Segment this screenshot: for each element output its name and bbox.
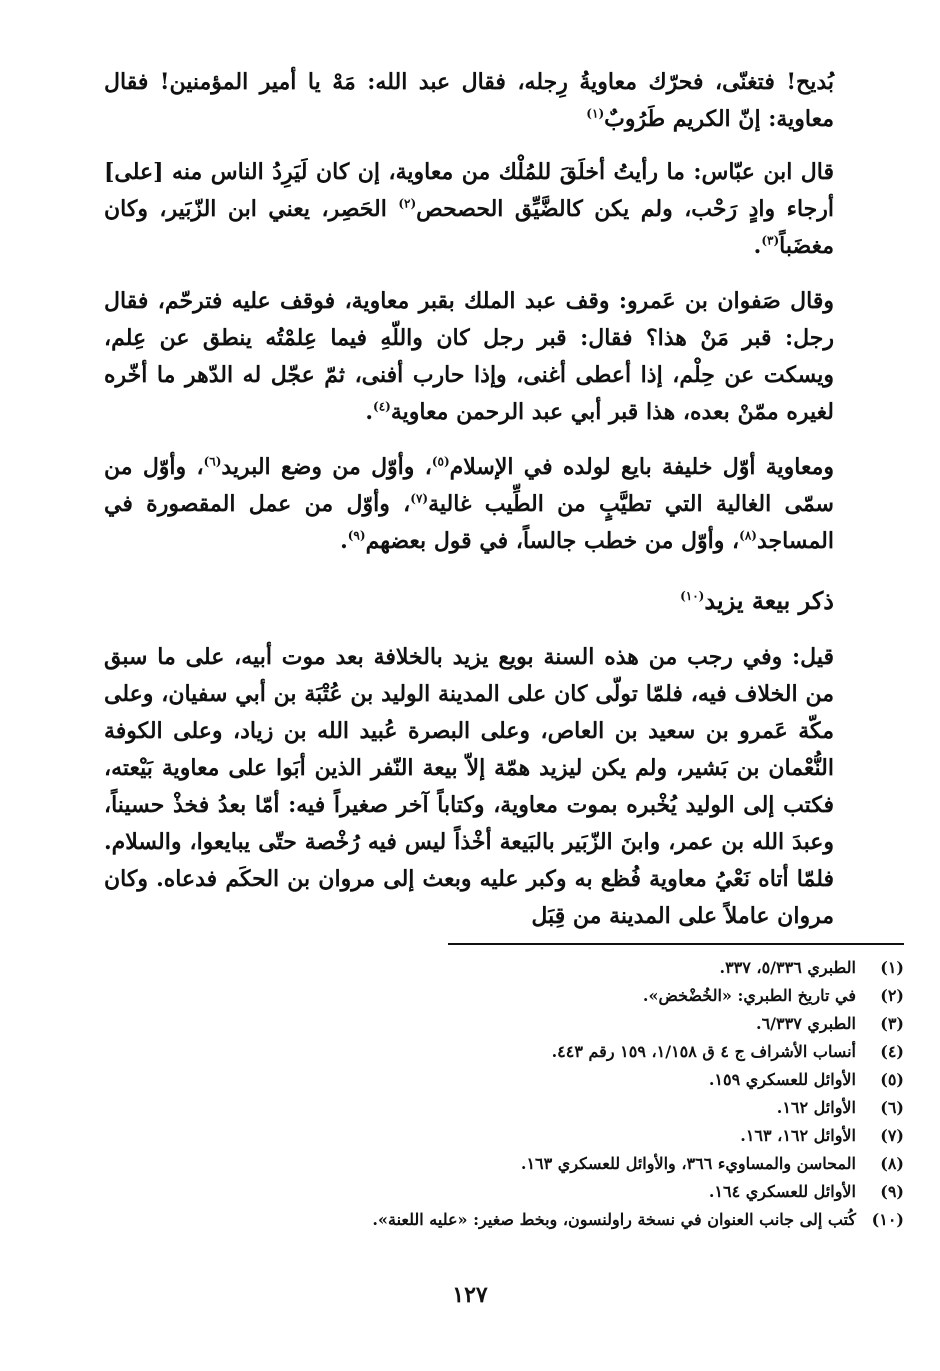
footnote (104, 1010, 904, 1038)
footnote-number: (١) (880, 958, 904, 977)
footnote-number: (٣) (880, 1014, 904, 1033)
footnote (104, 954, 904, 982)
paragraph-text: ، وأوّل من عمل المقصورة في المساجد (104, 491, 834, 554)
body-text (104, 64, 834, 953)
footnote-number: (٨) (880, 1154, 904, 1173)
footnote-text: الأوائل ١٦٢، ١٦٣. (740, 1126, 856, 1145)
paragraph (104, 449, 834, 560)
footnote-marker: (١) (586, 106, 605, 121)
paragraph-text: . (365, 399, 373, 425)
footnote-text: أنساب الأشراف ج ٤ ق ١/١٥٨، ١٥٩ رقم ٤٤٣. (551, 1042, 856, 1061)
footnote-text: كُتب إلى جانب العنوان في نسخة راولنسون، وبخط صغير: «عليه اللعنة». (372, 1210, 856, 1229)
footnote-marker: (٣) (761, 233, 780, 248)
footnote-marker: (٤) (373, 399, 391, 414)
footnote-number: (٢) (880, 986, 904, 1005)
paragraph (104, 639, 834, 935)
paragraph-text: الحَصِر، يعني ابن الزّبَير، وكان مغضَباً (104, 196, 834, 259)
footnote (104, 1178, 904, 1206)
paragraph-text: . (340, 528, 348, 554)
footnote-marker: (٨) (739, 528, 757, 543)
footnote-marker: (٧) (410, 491, 429, 506)
footnote-number: (٩) (880, 1182, 904, 1201)
footnote-number: (٤) (880, 1042, 904, 1061)
footnote-number: (٦) (880, 1098, 904, 1117)
paragraph-text: وقال صَفوان بن عَمرو: وقف عبد الملك بقبر معاوية، فوقف عليه فترحّم، فقال رجل: قبر مَنْ هذا؟ فقال: قبر رجل كان واللّهِ فيما عِلمْتُه ينطق عن عِلم، ويسكت عن حِلْم، إذا أعطى أغنى، وإذا حارب أفنى، ثمّ عجّل له الدّهر ما أخّره لغيره ممّنْ بعده، هذا قبر أبي عبد الرحمن معاوية (104, 288, 834, 425)
footnote-text: الأوائل ١٦٢. (776, 1098, 856, 1117)
footnote-text: المحاسن والمساويء ٣٦٦، والأوائل للعسكري ١٦٣. (520, 1154, 856, 1173)
footnote-number: (١٠) (871, 1210, 904, 1229)
paragraph-text: ، وأوّل من وضع البريد (221, 454, 432, 480)
section-heading-text: ذكر بيعة يزيد (704, 586, 834, 615)
section-heading (104, 582, 834, 619)
footnote-marker: (٩) (347, 528, 366, 543)
footnote-text: الطبري ٥/٣٣٦، ٣٣٧. (719, 958, 856, 977)
page-number: ١٢٧ (452, 1282, 488, 1308)
footnote (104, 1066, 904, 1094)
footnotes (104, 954, 904, 1234)
paragraph-text: ، وأوّل من سمّى الغالية التي تطيَّبٍ من الطِّيب غالية (104, 454, 834, 517)
paragraph-text: قيل: وفي رجب من هذه السنة بويع يزيد بالخلافة بعد موت أبيه، على ما سبق من الخلاف فيه، فلمّا تولّى كان على المدينة الوليد بن عُتْبَة بن أبي سفيان، وعلى مكّة عَمرو بن سعيد بن العاص، وعلى البصرة عُبيد الله بن زياد، وعلى الكوفة النُّعْمان بن بَشير، ولم يكن ليزيد همّة إلاّ بيعة النّفر الذين أبَوا على معاوية بَيْعته، فكتب إلى الوليد يُخْبره بموت معاوية، وكتاباً آخر صغيراً فيه: أمّا بعدُ فخذْ حسيناً، وعبدَ الله بن عمر، وابنَ الزّبَير بالبَيعة أخْذاً ليس فيه رُخْصة حتّى يبايعوا، والسلام. فلمّا أتاه نَعْيُ معاوية فُظع به وكبر عليه وبعث إلى مروان بن الحكَم فدعاه. وكان مروان عاملاً على المدينة من قِبَل (104, 644, 834, 929)
paragraph-text: ، وأوّل من خطب جالساً، في قول بعضهم (365, 528, 740, 554)
footnote (104, 1038, 904, 1066)
footnote-text: في تاريخ الطبري: «الخُضْخض». (642, 986, 856, 1005)
paragraph-text: بُديح! فتغنّى، فحرّك معاويةُ رِجله، فقال عبد الله: مَهْ يا أمير المؤمنين! فقال معاوية: إنّ الكريم طَرُوبٌ (104, 69, 834, 132)
paragraph-text: . (753, 233, 762, 259)
paragraph (104, 154, 834, 265)
footnote-marker: (١٠) (680, 589, 705, 603)
footnote (104, 1150, 904, 1178)
footnote-separator (448, 943, 904, 945)
footnote-number: (٧) (880, 1126, 904, 1145)
paragraph (104, 283, 834, 431)
footnote (104, 1094, 904, 1122)
footnote (104, 1122, 904, 1150)
footnote-marker: (٥) (431, 454, 450, 469)
footnote (104, 1206, 904, 1234)
footnote-text: الأوائل للعسكري ١٦٤. (708, 1182, 856, 1201)
footnote-text: الطبري ٦/٣٣٧. (756, 1014, 856, 1033)
footnote (104, 982, 904, 1010)
paragraph-text: ومعاوية أوّل خليفة بايع لولده في الإسلام (449, 454, 835, 480)
footnote-text: الأوائل للعسكري ١٥٩. (708, 1070, 856, 1089)
footnote-marker: (٢) (398, 196, 417, 211)
footnote-number: (٥) (880, 1070, 904, 1089)
footnote-marker: (٦) (203, 454, 222, 469)
paragraph-text: قال ابن عبّاس: ما رأيتُ أخلَقَ للمُلْك من معاوية، إن كان لَيَرِدُ الناس منه [على] أرجاء وادٍ رَحْب، ولم يكن كالضَّيِّق الحصحص (104, 159, 834, 222)
paragraph (104, 64, 834, 138)
